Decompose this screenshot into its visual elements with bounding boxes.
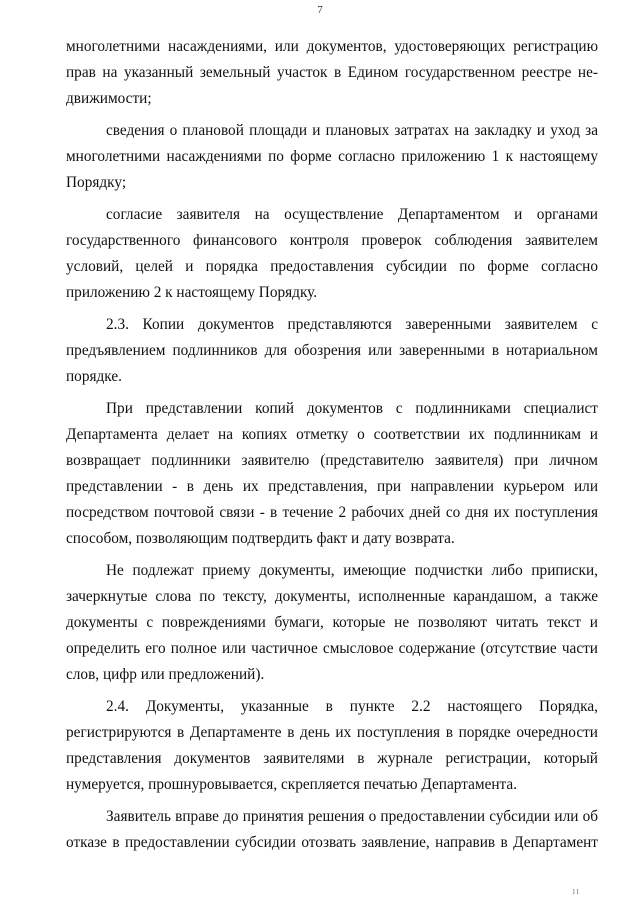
text-line: Не подлежат приему документы, имеющие подчистки либо приписки, [106, 562, 598, 579]
text-line: сведения о плановой площади и плановых затратах на закладку и уход за [106, 122, 598, 139]
text-line: представления документов заявителями в журнале регистрации, который [66, 750, 598, 767]
text-line: При представлении копий документов с подлинниками специалист [106, 400, 598, 417]
text-line: государственного финансового контроля проверок соблюдения заявителем [66, 232, 598, 249]
text-line: способом, позволяющим подтвердить факт и дату возврата. [66, 530, 455, 547]
text-line: посредством почтовой связи - в течение 2 рабочих дней со дня их поступления [66, 504, 598, 521]
text-line: возвращает подлинники заявителю (представителю заявителя) при личном [66, 452, 598, 469]
paragraph [66, 558, 598, 688]
page-number: 7 [317, 4, 323, 16]
text-line: документы с повреждениями бумаги, которые не позволяют читать текст и [66, 614, 598, 631]
paragraph [66, 312, 598, 390]
text-line: прав на указанный земельный участок в Едином государственном реестре не- [66, 64, 598, 81]
text-line: отказе в предоставлении субсидии отозвать заявление, направив в Департамент [66, 834, 598, 851]
text-line: многолетними насаждениями по форме согласно приложению 1 к настоящему [66, 148, 598, 165]
text-line: регистрируются в Департаменте в день их поступления в порядке очередности [66, 724, 598, 741]
text-line: условий, целей и порядка предоставления субсидии по форме согласно [66, 258, 598, 275]
paragraph [66, 694, 598, 798]
text-line: приложению 2 к настоящему Порядку. [66, 284, 318, 301]
text-line: зачеркнутые слова по тексту, документы, исполненные карандашом, а также [66, 588, 598, 605]
text-line: слов, цифр или предложений). [66, 666, 265, 683]
text-line: порядке. [66, 368, 122, 385]
paragraph [66, 34, 598, 112]
text-line: предъявлением подлинников для обозрения или заверенными в нотариальном [66, 342, 598, 359]
paragraph [66, 118, 598, 196]
document-body [66, 34, 598, 862]
footer-mark: ıı [572, 886, 580, 897]
text-line: определить его полное или частичное смысловое содержание (отсутствие части [66, 640, 598, 657]
paragraph [66, 396, 598, 552]
text-line: согласие заявителя на осуществление Департаментом и органами [106, 206, 598, 223]
text-line: многолетними насаждениями, или документов, удостоверяющих регистрацию [66, 38, 598, 55]
text-line: нумеруется, прошнуровывается, скрепляется печатью Департамента. [66, 776, 518, 793]
paragraph [66, 804, 598, 856]
paragraph [66, 202, 598, 306]
text-line: Заявитель вправе до принятия решения о предоставлении субсидии или об [106, 808, 598, 825]
text-line: 2.3. Копии документов представляются заверенными заявителем с [106, 316, 598, 333]
text-line: Департамента делает на копиях отметку о соответствии их подлинникам и [66, 426, 598, 443]
text-line: движимости; [66, 90, 152, 107]
text-line: Порядку; [66, 174, 127, 191]
text-line: представлении - в день их представления, при направлении курьером или [66, 478, 598, 495]
text-line: 2.4. Документы, указанные в пункте 2.2 настоящего Порядка, [106, 698, 598, 715]
